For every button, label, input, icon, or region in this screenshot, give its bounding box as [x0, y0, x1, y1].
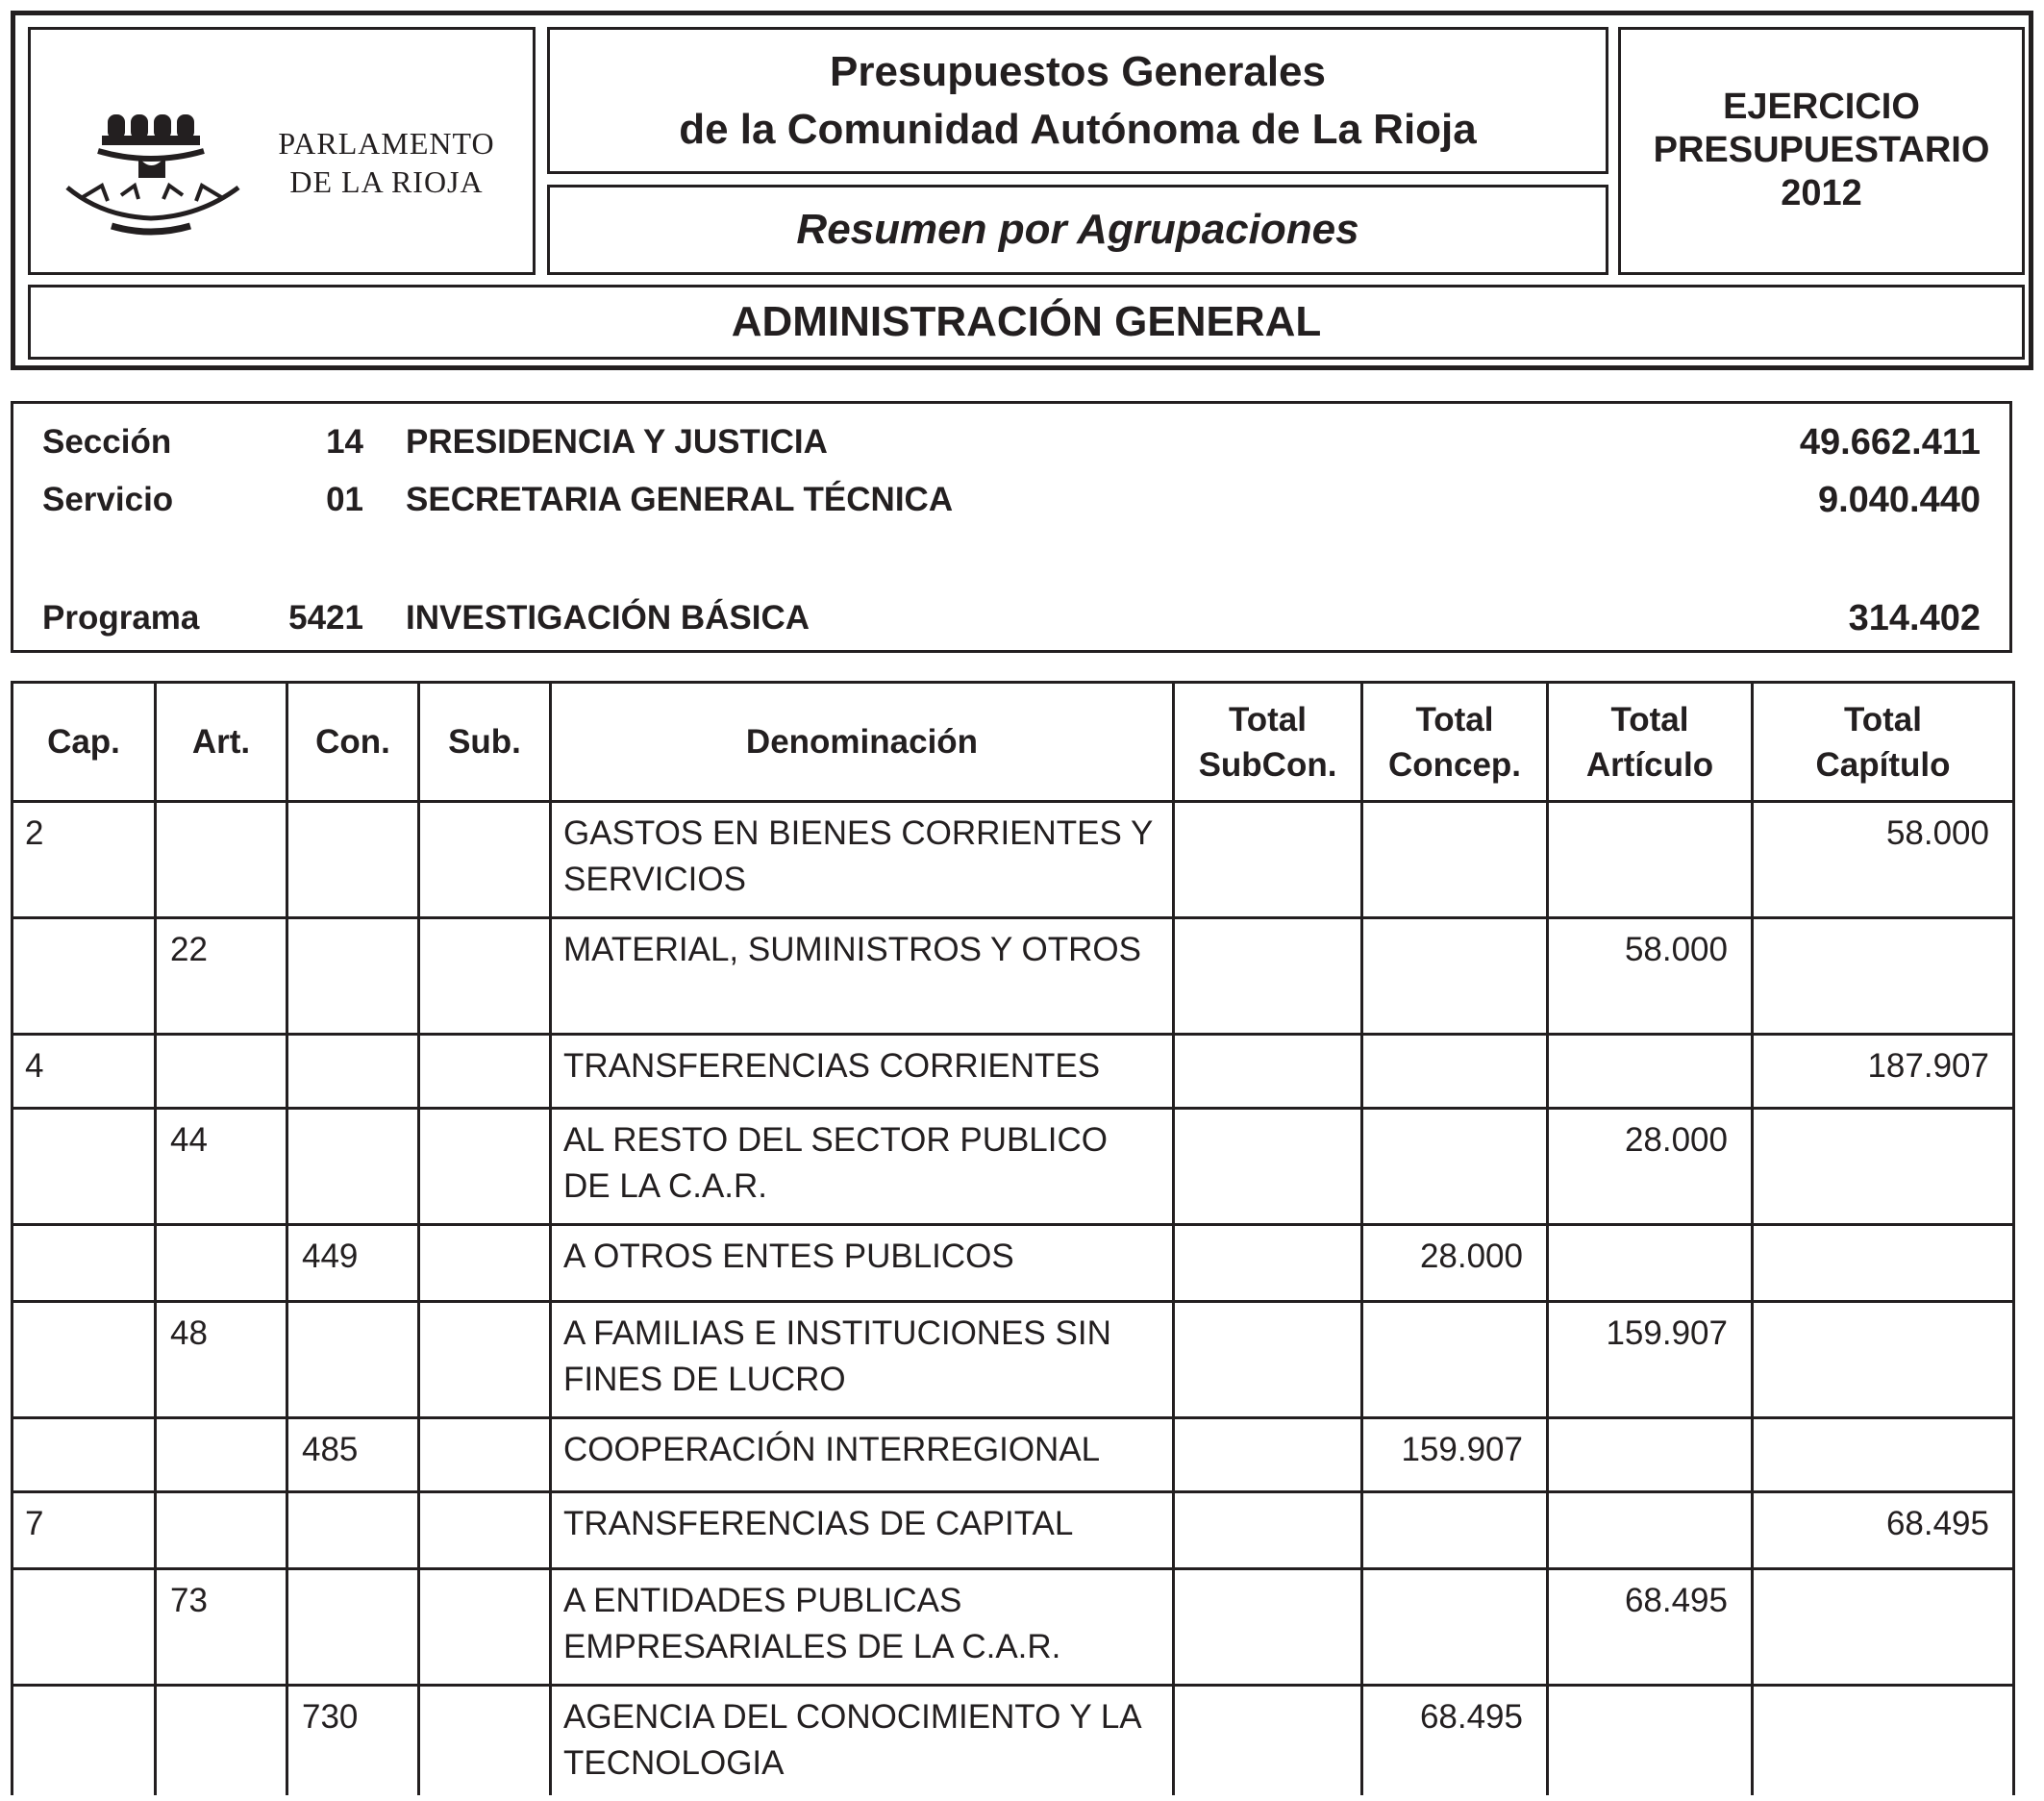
- cell-total-articulo: 159.907: [1548, 1302, 1753, 1418]
- programa-label: Programa: [42, 599, 200, 637]
- cell-total-subcon: [1174, 1686, 1362, 1795]
- cell-sub: [419, 1492, 551, 1569]
- servicio-amount: 9.040.440: [1817, 480, 1981, 520]
- cell-sub: [419, 1569, 551, 1686]
- table-row: [12, 1109, 2014, 1225]
- cell-total-subcon: [1174, 918, 1362, 1035]
- col-header-total-subcon-line2: SubCon.: [1198, 745, 1337, 784]
- cell-total-capitulo: 58.000: [1753, 802, 2014, 918]
- cell-art: [156, 1225, 287, 1302]
- cell-total-subcon: [1174, 1109, 1362, 1225]
- parliament-name-line1: PARLAMENTO: [278, 126, 495, 161]
- table-row: [12, 1302, 2014, 1418]
- cell-total-concep: [1362, 1492, 1548, 1569]
- table-row: [12, 918, 2014, 1035]
- cell-total-subcon: [1174, 802, 1362, 918]
- table-row: [12, 1418, 2014, 1492]
- table-header-row: [12, 683, 2014, 802]
- cell-total-articulo: [1548, 1492, 1753, 1569]
- seccion-label: Sección: [42, 423, 172, 461]
- cell-cap: 4: [12, 1035, 156, 1109]
- col-header-total-articulo: [1548, 683, 1753, 802]
- fiscal-year-label-line2: PRESUPUESTARIO: [1653, 130, 1990, 170]
- cell-cap: [12, 1686, 156, 1795]
- programa-code: 5421: [288, 599, 363, 637]
- programa-amount: 314.402: [1848, 598, 1981, 638]
- servicio-label: Servicio: [42, 481, 174, 518]
- cell-total-concep: [1362, 1109, 1548, 1225]
- cell-sub: [419, 1418, 551, 1492]
- document-title-line2: de la Comunidad Autónoma de La Rioja: [679, 105, 1477, 153]
- cell-cap: [12, 1225, 156, 1302]
- parliament-logo-box: [28, 27, 536, 275]
- cell-art: [156, 802, 287, 918]
- col-header-total-concep-line1: Total: [1415, 700, 1494, 738]
- cell-con: [287, 1569, 419, 1686]
- cell-denominacion: MATERIAL, SUMINISTROS Y OTROS: [551, 918, 1174, 1035]
- cell-art: 73: [156, 1569, 287, 1686]
- cell-denominacion: AGENCIA DEL CONOCIMIENTO Y LA TECNOLOGIA: [551, 1686, 1174, 1795]
- cell-total-capitulo: [1753, 1109, 2014, 1225]
- cell-denominacion: A FAMILIAS E INSTITUCIONES SIN FINES DE LUCRO: [551, 1302, 1174, 1418]
- document-subtitle-box: [547, 185, 1608, 275]
- cell-total-concep: [1362, 1302, 1548, 1418]
- col-header-total-subcon-line1: Total: [1228, 700, 1307, 738]
- col-header-total-concep-line2: Concep.: [1387, 745, 1522, 784]
- cell-cap: 7: [12, 1492, 156, 1569]
- cell-art: [156, 1492, 287, 1569]
- cell-sub: [419, 802, 551, 918]
- cell-denominacion: A ENTIDADES PUBLICAS EMPRESARIALES DE LA C.A.R.: [551, 1569, 1174, 1686]
- cell-total-articulo: [1548, 1418, 1753, 1492]
- col-header-cap: Cap.: [12, 683, 156, 802]
- servicio-row: [13, 476, 2009, 524]
- cell-denominacion: TRANSFERENCIAS CORRIENTES: [551, 1035, 1174, 1109]
- col-header-total-capitulo: [1753, 683, 2014, 802]
- table-row: [12, 1225, 2014, 1302]
- cell-total-articulo: 58.000: [1548, 918, 1753, 1035]
- cell-denominacion: AL RESTO DEL SECTOR PUBLICO DE LA C.A.R.: [551, 1109, 1174, 1225]
- col-header-art: Art.: [156, 683, 287, 802]
- cell-art: [156, 1686, 287, 1795]
- parliament-name: [262, 124, 511, 201]
- cell-total-articulo: 68.495: [1548, 1569, 1753, 1686]
- cell-con: 485: [287, 1418, 419, 1492]
- cell-art: [156, 1418, 287, 1492]
- seccion-name: PRESIDENCIA Y JUSTICIA: [406, 423, 828, 461]
- cell-denominacion: GASTOS EN BIENES CORRIENTES Y SERVICIOS: [551, 802, 1174, 918]
- cell-con: 449: [287, 1225, 419, 1302]
- seccion-row: [13, 418, 2009, 466]
- cell-total-capitulo: 187.907: [1753, 1035, 2014, 1109]
- cell-denominacion: COOPERACIÓN INTERREGIONAL: [551, 1418, 1174, 1492]
- budget-info-panel: [11, 401, 2012, 653]
- cell-art: [156, 1035, 287, 1109]
- cell-con: [287, 802, 419, 918]
- cell-total-concep: [1362, 1569, 1548, 1686]
- document-subtitle: Resumen por Agrupaciones: [796, 206, 1359, 253]
- cell-cap: 2: [12, 802, 156, 918]
- cell-art: 48: [156, 1302, 287, 1418]
- cell-cap: [12, 918, 156, 1035]
- col-header-sub: Sub.: [419, 683, 551, 802]
- cell-total-concep: [1362, 1035, 1548, 1109]
- parliament-emblem-icon: [63, 103, 256, 238]
- servicio-code: 01: [326, 481, 363, 518]
- cell-sub: [419, 1686, 551, 1795]
- cell-cap: [12, 1569, 156, 1686]
- cell-total-concep: 28.000: [1362, 1225, 1548, 1302]
- cell-total-articulo: [1548, 1225, 1753, 1302]
- cell-con: [287, 1109, 419, 1225]
- col-header-total-articulo-line1: Total: [1610, 700, 1689, 738]
- programa-row: [13, 594, 2009, 642]
- table-row: [12, 1035, 2014, 1109]
- cell-total-capitulo: 68.495: [1753, 1492, 2014, 1569]
- table-row: [12, 1569, 2014, 1686]
- cell-denominacion: A OTROS ENTES PUBLICOS: [551, 1225, 1174, 1302]
- cell-art: 44: [156, 1109, 287, 1225]
- cell-con: [287, 918, 419, 1035]
- col-header-con: Con.: [287, 683, 419, 802]
- cell-total-subcon: [1174, 1569, 1362, 1686]
- col-header-total-concep: [1362, 683, 1548, 802]
- cell-sub: [419, 1225, 551, 1302]
- cell-cap: [12, 1302, 156, 1418]
- cell-total-articulo: [1548, 1035, 1753, 1109]
- cell-total-capitulo: [1753, 1418, 2014, 1492]
- fiscal-year-label-line1: EJERCICIO: [1723, 87, 1920, 127]
- cell-total-concep: 68.495: [1362, 1686, 1548, 1795]
- cell-total-articulo: 28.000: [1548, 1109, 1753, 1225]
- cell-con: [287, 1035, 419, 1109]
- cell-total-capitulo: [1753, 918, 2014, 1035]
- cell-total-articulo: [1548, 1686, 1753, 1795]
- table-row: [12, 1686, 2014, 1795]
- cell-total-subcon: [1174, 1418, 1362, 1492]
- col-header-total-capitulo-line1: Total: [1843, 700, 1922, 738]
- cell-total-capitulo: [1753, 1302, 2014, 1418]
- cell-cap: [12, 1109, 156, 1225]
- cell-cap: [12, 1418, 156, 1492]
- cell-sub: [419, 918, 551, 1035]
- cell-total-capitulo: [1753, 1225, 2014, 1302]
- cell-con: 730: [287, 1686, 419, 1795]
- table-row: [12, 802, 2014, 918]
- cell-total-concep: [1362, 918, 1548, 1035]
- fiscal-year-box: [1618, 27, 2025, 275]
- administration-title: ADMINISTRACIÓN GENERAL: [731, 298, 1322, 345]
- cell-total-subcon: [1174, 1492, 1362, 1569]
- programa-name: INVESTIGACIÓN BÁSICA: [406, 599, 810, 637]
- col-header-total-articulo-line2: Artículo: [1585, 745, 1714, 784]
- cell-art: 22: [156, 918, 287, 1035]
- servicio-name: SECRETARIA GENERAL TÉCNICA: [406, 481, 954, 518]
- cell-total-concep: [1362, 802, 1548, 918]
- cell-total-articulo: [1548, 802, 1753, 918]
- budget-table: [11, 681, 2015, 1795]
- cell-sub: [419, 1109, 551, 1225]
- cell-total-concep: 159.907: [1362, 1418, 1548, 1492]
- cell-sub: [419, 1302, 551, 1418]
- fiscal-year-value: 2012: [1781, 173, 1862, 213]
- col-header-total-capitulo-line2: Capítulo: [1815, 745, 1951, 784]
- cell-total-subcon: [1174, 1035, 1362, 1109]
- cell-denominacion: TRANSFERENCIAS DE CAPITAL: [551, 1492, 1174, 1569]
- seccion-code: 14: [326, 423, 363, 461]
- cell-con: [287, 1492, 419, 1569]
- col-header-total-subcon: [1174, 683, 1362, 802]
- table-row: [12, 1492, 2014, 1569]
- cell-total-capitulo: [1753, 1686, 2014, 1795]
- cell-sub: [419, 1035, 551, 1109]
- cell-total-subcon: [1174, 1302, 1362, 1418]
- document-title-box: [547, 27, 1608, 174]
- administration-box: [28, 285, 2025, 360]
- cell-total-capitulo: [1753, 1569, 2014, 1686]
- cell-con: [287, 1302, 419, 1418]
- seccion-amount: 49.662.411: [1799, 422, 1981, 463]
- cell-total-subcon: [1174, 1225, 1362, 1302]
- document-title-line1: Presupuestos Generales: [829, 47, 1326, 95]
- col-header-denominacion: Denominación: [551, 683, 1174, 802]
- parliament-name-line2: DE LA RIOJA: [289, 164, 484, 199]
